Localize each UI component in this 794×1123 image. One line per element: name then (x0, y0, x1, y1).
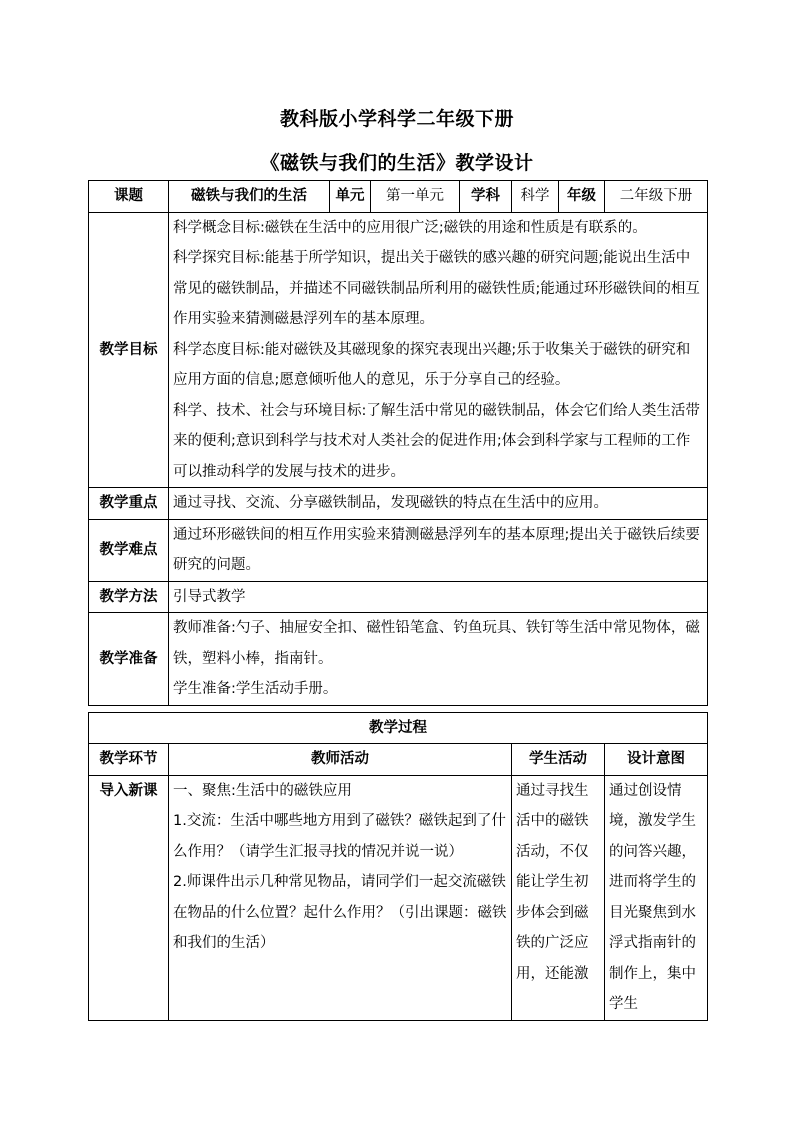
teacher-activity-heading: 一、聚焦:生活中的磁铁应用 (173, 782, 352, 799)
lesson-plan-table (88, 180, 708, 1021)
goal-stse: 科学、技术、社会与环境目标:了解生活中常见的磁铁制品，体会它们给人类生活带来的便利;意识到科学与技术对人类社会的促进作用;体会到科学家与工程师的工作可以推动科学的发展与技术的进步。 (173, 402, 700, 480)
goal-attitude: 科学态度目标:能对磁铁及其磁现象的探究表现出兴趣;乐于收集关于磁铁的研究和应用方面的信息;愿意倾听他人的意见，乐于分享自己的经验。 (173, 341, 691, 388)
process-title: 教学过程 (89, 712, 708, 744)
teacher-activity-step-1: 1.交流：生活中哪些地方用到了磁铁？磁铁起到了什么作用？（请学生汇报寻找的情况并说一说） (173, 813, 506, 860)
difficulties-label: 教学难点 (89, 519, 169, 581)
topic-value: 磁铁与我们的生活 (169, 181, 330, 213)
method-label: 教学方法 (89, 581, 169, 613)
design-intent: 通过创设情境，激发学生的问答兴趣，进而将学生的目光聚焦到水浮式指南针的制作上，集中学生 (605, 775, 708, 1020)
header-stage: 教学环节 (89, 744, 169, 776)
method-text: 引导式教学 (169, 581, 708, 613)
process-row (89, 775, 708, 1020)
document-title: 教科版小学科学二年级下册 (279, 108, 514, 130)
header-teacher-activity: 教师活动 (169, 744, 512, 776)
method-row (89, 581, 708, 613)
process-title-row (89, 712, 708, 744)
goal-concept: 科学概念目标:磁铁在生活中的应用很广泛;磁铁的用途和性质是有联系的。 (173, 219, 647, 236)
process-header-row (89, 744, 708, 776)
preparation-label: 教学准备 (89, 613, 169, 706)
subject-value: 科学 (512, 181, 559, 213)
student-activity: 通过寻找生活中的磁铁活动，不仅能让学生初步体会到磁铁的广泛应用，还能激 (512, 775, 605, 1020)
stage-name: 导入新课 (89, 775, 169, 1020)
unit-label: 单元 (330, 181, 371, 213)
student-preparation: 学生准备:学生活动手册。 (173, 681, 338, 697)
topic-label: 课题 (89, 181, 169, 213)
grade-label: 年级 (559, 181, 605, 213)
key-points-label: 教学重点 (89, 488, 169, 520)
goals-content (169, 212, 708, 488)
header-design-intent: 设计意图 (605, 744, 708, 776)
goals-row (89, 212, 708, 488)
difficulties-text: 通过环形磁铁间的相互作用实验来猜测磁悬浮列车的基本原理;提出关于磁铁后续要研究的问题。 (169, 519, 708, 581)
header-student-activity: 学生活动 (512, 744, 605, 776)
subject-label: 学科 (460, 181, 512, 213)
preparation-row (89, 613, 708, 706)
teacher-activity (169, 775, 512, 1020)
teacher-preparation: 教师准备:勺子、抽屉安全扣、磁性铅笔盒、钓鱼玩具、铁钉等生活中常见物体，磁铁，塑料小棒，指南针。 (173, 620, 700, 667)
key-points-row (89, 488, 708, 520)
section-gap (89, 705, 708, 712)
grade-value: 二年级下册 (605, 181, 708, 213)
info-row (89, 181, 708, 213)
key-points-text: 通过寻找、交流、分享磁铁制品，发现磁铁的特点在生活中的应用。 (169, 488, 708, 520)
goal-inquiry: 科学探究目标:能基于所学知识，提出关于磁铁的感兴趣的研究问题;能说出生活中常见的磁铁制品，并描述不同磁铁制品所利用的磁铁性质;能通过环形磁铁间的相互作用实验来猜测磁悬浮列车的基本原理。 (173, 250, 700, 327)
unit-value: 第一单元 (371, 181, 460, 213)
teacher-activity-step-2: 2.师课件出示几种常见物品，请同学们一起交流磁铁在物品的什么位置？起什么作用？（引出课题：磁铁和我们的生活） (173, 874, 507, 951)
document-subtitle: 《磁铁与我们的生活》教学设计 (260, 152, 534, 174)
preparation-content (169, 613, 708, 706)
difficulties-row (89, 519, 708, 581)
goals-label: 教学目标 (89, 212, 169, 488)
spacer-row (89, 705, 708, 712)
